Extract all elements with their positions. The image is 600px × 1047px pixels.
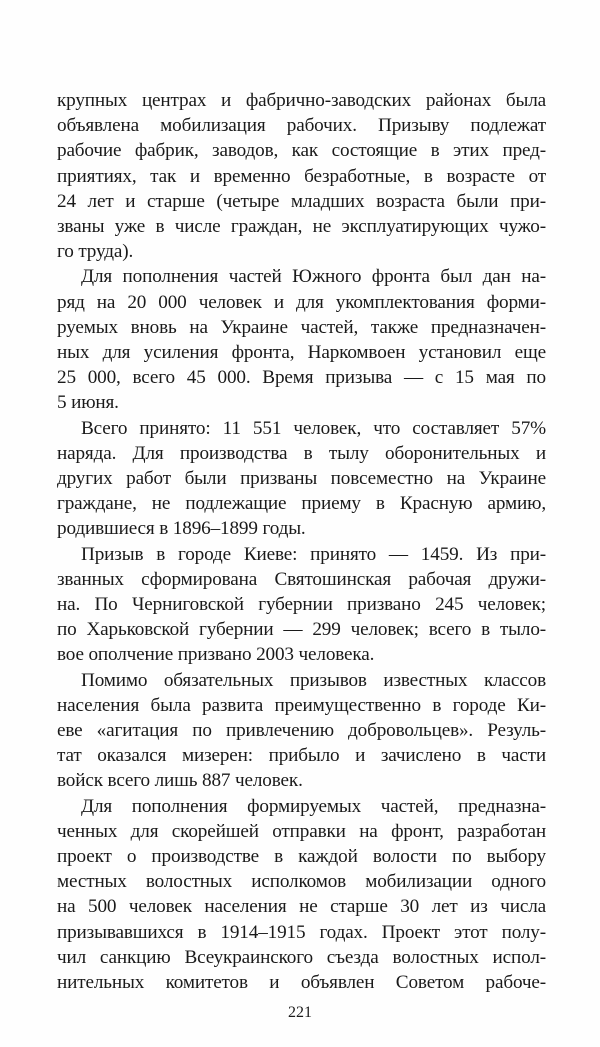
text-line: ряд на 20 000 человек и для укомплектования форми- [57, 291, 546, 313]
text-line: на 500 человек населения не старше 30 лет из числа [57, 896, 546, 918]
text-line: рабочие фабрик, заводов, как состоящие в этих пред- [57, 140, 546, 162]
text-line: крупных центрах и фабрично-заводских районах была [57, 90, 546, 111]
text-line: местных волостных исполкомов мобилизации одного [57, 871, 546, 893]
text-line: руемых вновь на Украине частей, также предназначен- [57, 316, 546, 338]
text-line: нительных комитетов и объявлен Советом рабоче- [57, 972, 546, 993]
text-line: родившиеся в 1896–1899 годы. [57, 518, 306, 540]
text-line: званных сформирована Святошинская рабочая дружи- [57, 568, 546, 590]
text-line: званы уже в числе граждан, не эксплуатирующих чужо- [57, 216, 546, 237]
text-line: населения была развита преимущественно в городе Ки- [57, 694, 546, 716]
text-line: 25 000, всего 45 000. Время призыва — с 15 мая по [57, 367, 546, 389]
text-line: 5 июня. [57, 392, 119, 414]
paragraph-first-line: Для пополнения частей Южного фронта был дан на- [81, 266, 546, 288]
text-line: других работ были призваны повсеместно на Украине [57, 468, 546, 489]
text-line: по Харьковской губернии — 299 человек; всего в тыло- [57, 619, 546, 641]
text-line: приятиях, так и временно безработные, в возрасте от [57, 165, 546, 187]
text-line: призывавшихся в 1914–1915 годах. Проект этот полу- [57, 921, 546, 943]
text-line: проект о производстве в каждой волости по выбору [57, 846, 546, 867]
text-line: на. По Черниговской губернии призвано 245 человек; [57, 594, 546, 615]
text-line: еве «агитация по привлечению добровольцев». Резуль- [57, 720, 546, 741]
text-line: тат оказался мизерен: прибыло и зачислено в части [57, 745, 546, 767]
text-line: чил санкцию Всеукраинского съезда волостных испол- [57, 946, 546, 968]
paragraph-first-line: Призыв в городе Киеве: принято — 1459. Из при- [81, 543, 546, 565]
text-line: 24 лет и старше (четыре младших возраста были при- [57, 190, 546, 212]
text-line: го труда). [57, 241, 134, 263]
text-line: вое ополчение призвано 2003 человека. [57, 644, 375, 666]
paragraph-first-line: Для пополнения формируемых частей, предназна- [81, 795, 546, 817]
page-number: 221 [288, 1004, 312, 1021]
text-line: граждане, не подлежащие приему в Красную армию, [57, 493, 546, 515]
text-line: объявлена мобилизация рабочих. Призыву подлежат [57, 115, 546, 137]
paragraph-first-line: Помимо обязательных призывов известных классов [81, 669, 546, 691]
text-line: войск всего лишь 887 человек. [57, 770, 303, 792]
paragraph-first-line: Всего принято: 11 551 человек, что составляет 57% [81, 417, 546, 439]
text-line: ных для усиления фронта, Наркомвоен установил еще [57, 342, 546, 363]
text-line: ченных для скорейшей отправки на фронт, разработан [57, 820, 546, 842]
text-line: наряда. Для производства в тылу оборонительных и [57, 442, 546, 464]
